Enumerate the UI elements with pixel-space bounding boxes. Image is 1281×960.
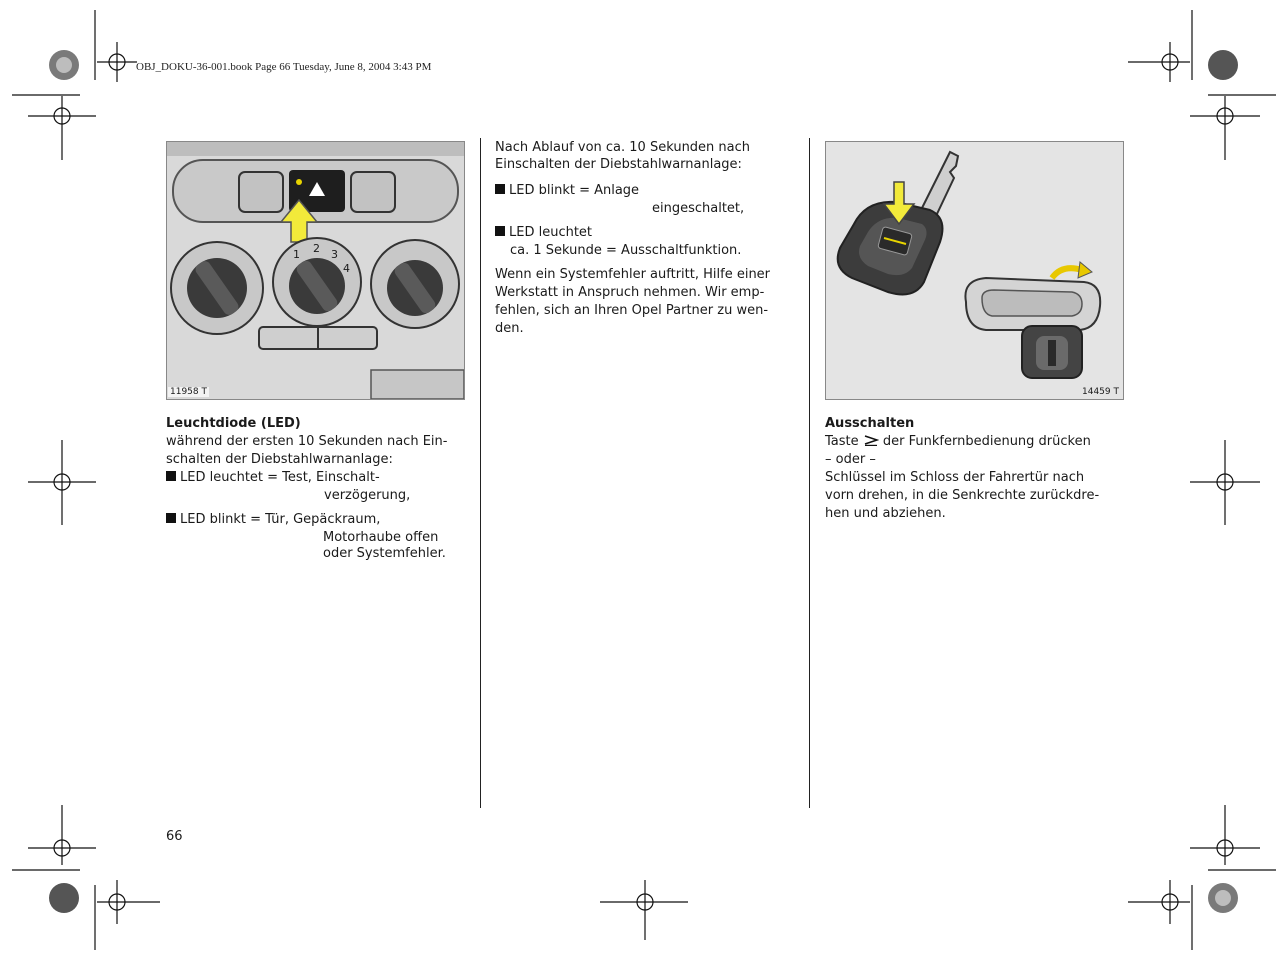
led-blink-cont-1: Motorhaube offen xyxy=(323,530,439,545)
middle-para-3: fehlen, sich an Ihren Opel Partner zu wen- xyxy=(495,303,769,318)
figure-label: 14459 T xyxy=(1082,387,1119,397)
ausschalten-line-2: – oder – xyxy=(825,452,876,467)
taste-description: der Funkfernbedienung drücken xyxy=(882,434,1091,449)
middle-on-item xyxy=(495,224,592,242)
dial-number-3: 3 xyxy=(331,248,338,261)
led-on-item xyxy=(166,469,380,487)
led-intro-line-1: während der ersten 10 Sekunden nach Ein- xyxy=(166,434,448,449)
dial-number-1: 1 xyxy=(293,248,300,261)
ausschalten-heading: Ausschalten xyxy=(825,416,915,431)
bullet-icon xyxy=(166,471,176,481)
middle-blink-item xyxy=(495,182,639,200)
ausschalten-line-4: vorn drehen, in die Senkrechte zurückdre- xyxy=(825,488,1100,503)
dashboard-illustration xyxy=(167,142,464,399)
dashboard-figure xyxy=(166,141,465,400)
dial-number-2: 2 xyxy=(313,242,320,255)
taste-label: Taste xyxy=(825,434,859,449)
middle-blink-label: LED blinkt = Anlage xyxy=(509,183,640,198)
unlock-button-icon xyxy=(863,434,879,446)
led-heading: Leuchtdiode (LED) xyxy=(166,416,301,431)
middle-intro-2: Einschalten der Diebstahlwarnanlage: xyxy=(495,157,742,172)
middle-blink-cont: eingeschaltet, xyxy=(652,201,745,216)
key-fob-figure xyxy=(825,141,1124,400)
middle-on-label: LED leuchtet xyxy=(509,225,593,240)
bullet-icon xyxy=(166,513,176,523)
led-blink-item xyxy=(166,511,380,529)
print-header: OBJ_DOKU-36-001.book Page 66 Tuesday, June 8, 2004 3:43 PM xyxy=(136,61,432,73)
dial-number-4: 4 xyxy=(343,262,350,275)
column-divider-right xyxy=(809,138,810,808)
led-blink-cont-2: oder Systemfehler. xyxy=(323,546,446,561)
led-on-label: LED leuchtet = Test, Einschalt- xyxy=(180,470,380,485)
led-blink-label: LED blinkt = Tür, Gepäckraum, xyxy=(180,512,381,527)
bullet-icon xyxy=(495,184,505,194)
key-fob-illustration xyxy=(826,142,1123,399)
middle-intro-1: Nach Ablauf von ca. 10 Sekunden nach xyxy=(495,140,751,155)
middle-para-4: den. xyxy=(495,321,524,336)
figure-label: 11958 T xyxy=(170,387,207,397)
middle-para-1: Wenn ein Systemfehler auftritt, Hilfe einer xyxy=(495,267,771,282)
led-on-cont: verzögerung, xyxy=(324,488,411,503)
page-number: 66 xyxy=(166,829,183,844)
led-intro-line-2: schalten der Diebstahlwarnanlage: xyxy=(166,452,393,467)
ausschalten-line-3: Schlüssel im Schloss der Fahrertür nach xyxy=(825,470,1085,485)
column-divider-left xyxy=(480,138,481,808)
middle-para-2: Werkstatt in Anspruch nehmen. Wir emp- xyxy=(495,285,765,300)
middle-on-cont: ca. 1 Sekunde = Ausschaltfunktion. xyxy=(510,243,742,258)
ausschalten-line-1 xyxy=(825,433,1091,451)
ausschalten-line-5: hen und abziehen. xyxy=(825,506,946,521)
bullet-icon xyxy=(495,226,505,236)
